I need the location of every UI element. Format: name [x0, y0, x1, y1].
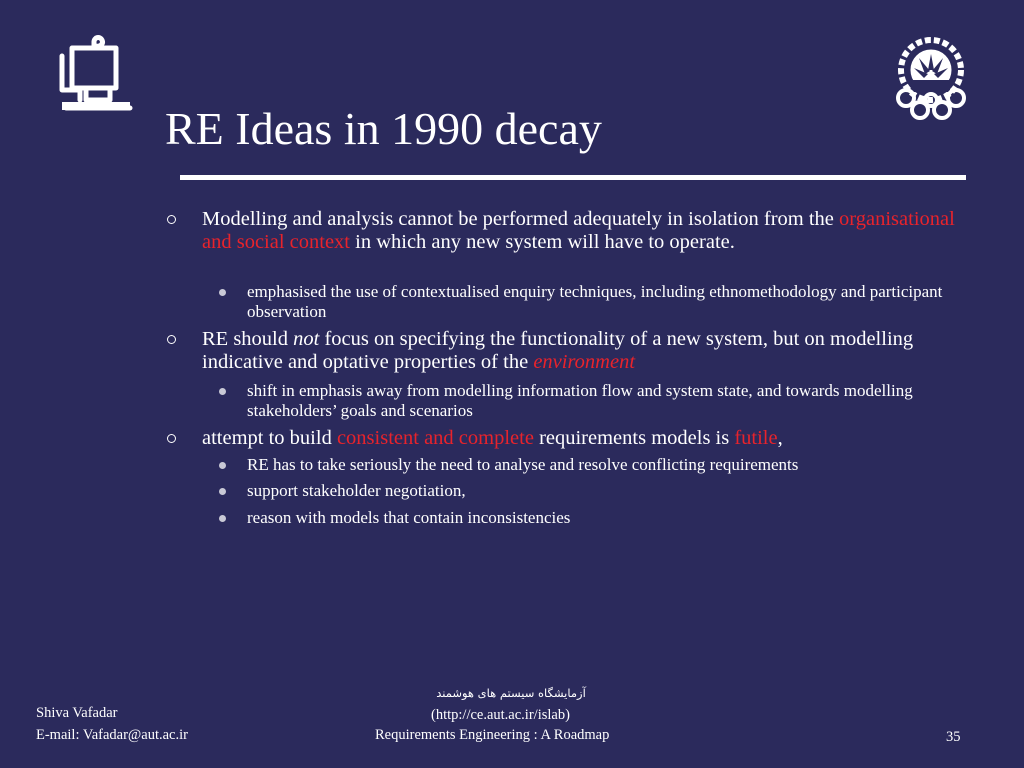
- bullet-3-highlight-b: futile: [734, 427, 778, 449]
- bullet-1: [202, 208, 962, 254]
- bullet-3-1-text: RE has to take seriously the need to analyse and resolve conflicting requirements: [247, 455, 799, 474]
- bullet-1-highlight: organisational and social context: [202, 208, 955, 253]
- bullet-1-1-text: emphasised the use of contextualised enquiry techniques, including ethnomethodology and participant observation: [247, 282, 943, 321]
- bullet-2-1: [247, 381, 957, 420]
- bullet-dot: [219, 488, 226, 495]
- bullet-3-1: [247, 455, 957, 475]
- slide-title: RE Ideas in 1990 decay: [165, 103, 602, 154]
- bullet-2-highlight: environment: [533, 351, 636, 373]
- bullet-3-text-c: ,: [777, 427, 783, 449]
- bullet-1-text-a: Modelling and analysis cannot be performed adequately in isolation from the: [202, 208, 840, 230]
- bullet-circle: [167, 434, 176, 443]
- bullet-3-text-a: attempt to build: [202, 427, 337, 449]
- bullet-3-3-text: reason with models that contain inconsistencies: [247, 508, 571, 527]
- bullet-3-3: [247, 508, 957, 528]
- footer-lab-url: (http://ce.aut.ac.ir/islab): [431, 707, 570, 723]
- footer-email: E-mail: Vafadar@aut.ac.ir: [36, 727, 188, 743]
- bullet-3: [202, 427, 962, 450]
- page-number: 35: [946, 729, 961, 745]
- footer-lab-name: آزمایشگاه سیستم های هوشمند: [436, 686, 586, 700]
- bullet-3-highlight-a: consistent and complete: [336, 427, 534, 449]
- bullet-2-emphasis: not: [293, 328, 320, 350]
- bullet-2-1-text: shift in emphasis away from modelling information flow and system state, and towards modelling stakeholders’ goals and scenarios: [247, 381, 913, 420]
- bullet-circle: [167, 215, 176, 224]
- footer-course: Requirements Engineering : A Roadmap: [375, 727, 610, 743]
- bullet-2-text-b: focus on specifying the functionality of a new system, but on modelling indicative and optative properties of the: [202, 328, 914, 373]
- bullet-dot: [219, 388, 226, 395]
- bullet-1-1: [247, 282, 957, 321]
- bullet-dot: [219, 462, 226, 469]
- bullet-dot: [219, 289, 226, 296]
- footer-author: Shiva Vafadar: [36, 705, 118, 721]
- bullet-3-2-text: support stakeholder negotiation,: [247, 481, 466, 500]
- bullet-2: [202, 328, 962, 374]
- bullet-1-text-b: in which any new system will have to operate.: [350, 231, 735, 253]
- bullet-3-2: [247, 481, 957, 501]
- bullet-2-text-a: RE should: [202, 328, 294, 350]
- bullet-circle: [167, 335, 176, 344]
- bullet-3-text-b: requirements models is: [533, 427, 735, 449]
- bullet-dot: [219, 515, 226, 522]
